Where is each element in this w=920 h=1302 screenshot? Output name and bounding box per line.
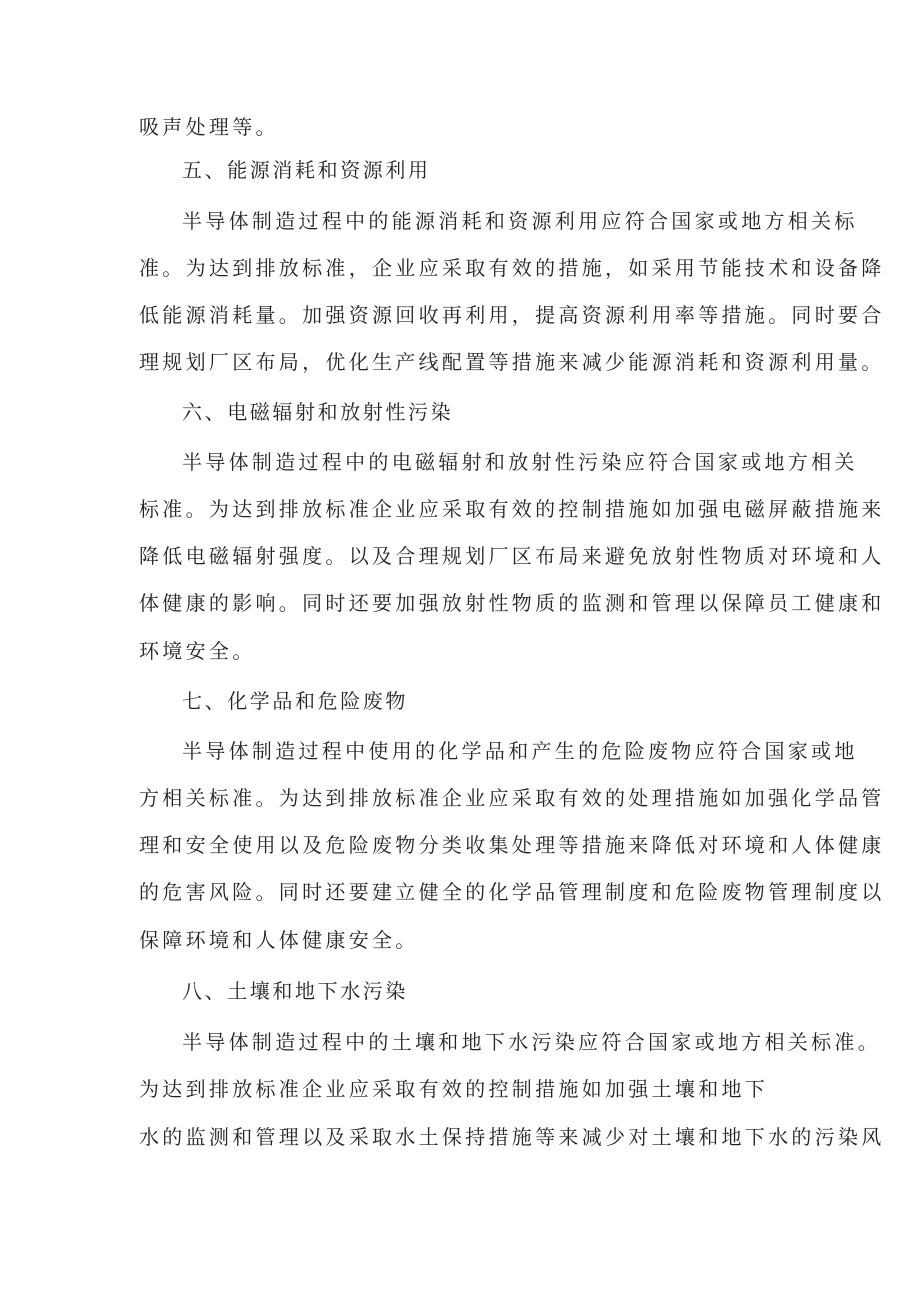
paragraph-line: 为达到排放标准企业应采取有效的控制措施如加强土壤和地下 — [139, 1077, 769, 1101]
section-heading: 七、化学品和危险废物 — [182, 689, 408, 713]
paragraph-line: 低能源消耗量。加强资源回收再利用，提高资源利用率等措施。同时要合 — [139, 303, 885, 327]
paragraph-line: 半导体制造过程中的电磁辐射和放射性污染应符合国家或地方相关 — [182, 450, 858, 474]
paragraph-line: 半导体制造过程中的土壤和地下水污染应符合国家或地方相关标准。 — [182, 1030, 881, 1054]
section-heading: 八、土壤和地下水污染 — [182, 979, 408, 1003]
paragraph-line: 理规划厂区布局，优化生产线配置等措施来减少能源消耗和资源利用量。 — [139, 350, 885, 374]
paragraph-line: 水的监测和管理以及采取水土保持措施等来减少对土壤和地下水的污染风 — [139, 1125, 885, 1149]
paragraph-line: 的危害风险。同时还要建立健全的化学品管理制度和危险废物管理制度以 — [139, 880, 885, 904]
paragraph-line: 方相关标准。为达到排放标准企业应采取有效的处理措施如加强化学品管 — [139, 786, 885, 810]
section-heading: 六、电磁辐射和放射性污染 — [182, 400, 454, 424]
paragraph-line: 半导体制造过程中的能源消耗和资源利用应符合国家或地方相关标 — [182, 209, 858, 233]
paragraph-line: 体健康的影响。同时还要加强放射性物质的监测和管理以保障员工健康和 — [139, 591, 885, 615]
section-heading: 五、能源消耗和资源利用 — [182, 158, 431, 182]
paragraph-line: 吸声处理等。 — [139, 115, 279, 139]
paragraph-line: 准。为达到排放标准，企业应采取有效的措施，如采用节能技术和设备降 — [139, 256, 885, 280]
paragraph-line: 理和安全使用以及危险废物分类收集处理等措施来降低对环境和人体健康 — [139, 833, 885, 857]
paragraph-line: 环境安全。 — [139, 639, 256, 663]
paragraph-line: 标准。为达到排放标准企业应采取有效的控制措施如加强电磁屏蔽措施来 — [139, 497, 885, 521]
paragraph-line: 降低电磁辐射强度。以及合理规划厂区布局来避免放射性物质对环境和人 — [139, 544, 885, 568]
paragraph-line: 半导体制造过程中使用的化学品和产生的危险废物应符合国家或地 — [182, 739, 858, 763]
paragraph-line: 保障环境和人体健康安全。 — [139, 928, 419, 952]
